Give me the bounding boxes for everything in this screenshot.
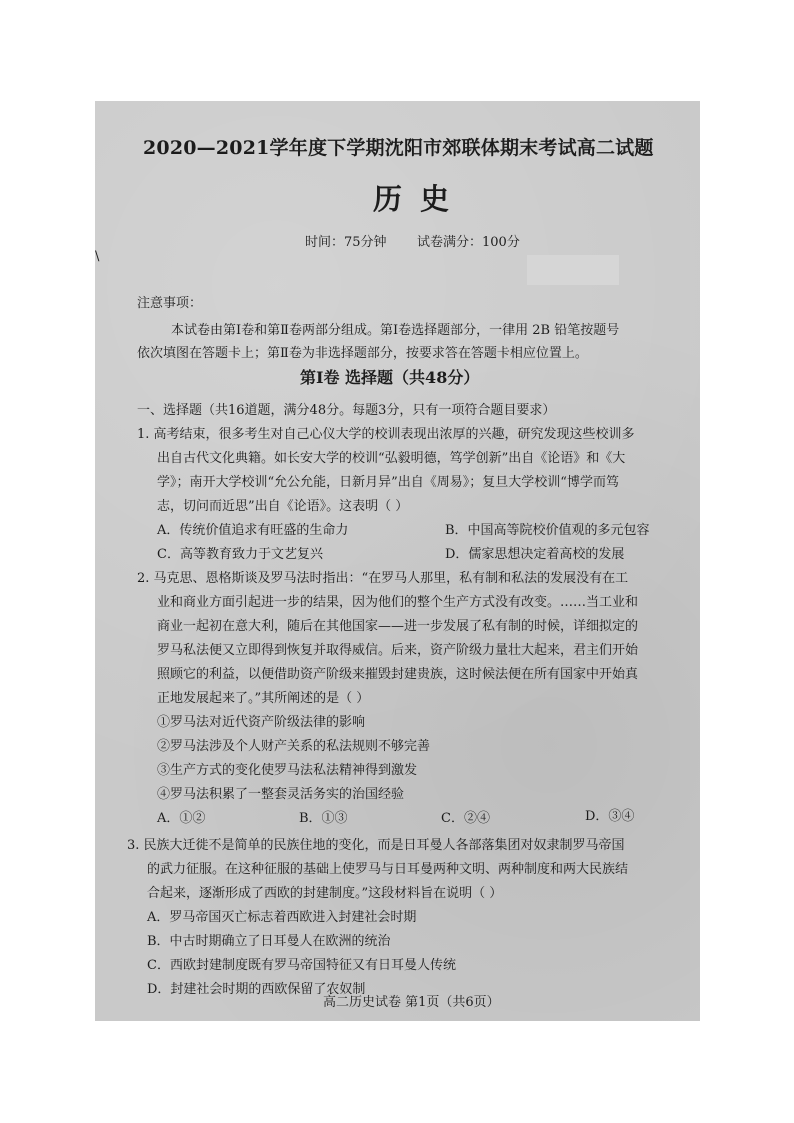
scanned-exam-page [95,101,700,1021]
question-3-line: 3. 民族大迁徙不是简单的民族住地的变化，而是日耳曼人各部落集团对奴隶制罗马帝国 [127,838,625,853]
question-2-option-c: C．②④ [441,811,490,826]
question-2-item: ③生产方式的变化使罗马法私法精神得到激发 [157,763,418,778]
question-1-option-c: C．高等教育致力于文艺复兴 [157,547,323,562]
question-3-option-c: C．西欧封建制度既有罗马帝国特征又有日耳曼人传统 [147,958,456,973]
question-2-line: 照顾它的利益，以便借助资产阶级来摧毁封建贵族，这时候法便在所有国家中开始真 [157,667,639,682]
exam-title: 2020—2021学年度下学期沈阳市郊联体期末考试高二试题 [143,137,654,159]
question-3-line: 的武力征服。在这种征服的基础上使罗马与日耳曼两种文明、两种制度和两大民族结 [147,862,629,877]
question-1-option-d: D．儒家思想决定着高校的发展 [445,547,625,562]
notice-line: 本试卷由第Ⅰ卷和第Ⅱ卷两部分组成。第Ⅰ卷选择题部分，一律用 2B 铅笔按题号 [171,323,620,338]
question-2-option-b: B．①③ [299,811,348,826]
question-2-line: 正地发展起来了。”其所阐述的是（ ） [157,691,370,706]
question-2-item: ①罗马法对近代资产阶级法律的影响 [157,715,366,730]
question-1-line: 志，切问而近思”出自《论语》。这表明（ ） [157,499,409,514]
notice-heading: 注意事项： [137,296,203,311]
question-2-option-d: D．③④ [585,809,635,824]
question-2-line: 业和商业方面引起进一步的结果，因为他们的整个生产方式没有改变。……当工业和 [157,595,639,610]
page-footer: 高二历史试卷 第1页（共6页） [323,995,500,1010]
question-2-option-a: A．①② [157,811,206,826]
question-2-line: 罗马私法便又立即得到恢复并取得威信。后来，资产阶级力量壮大起来，君主们开始 [157,643,639,658]
question-2-line: 商业一起初在意大利，随后在其他国家——进一步发展了私有制的时候，详细拟定的 [157,619,639,634]
question-1-line: 学》；南开大学校训“允公允能，日新月异”出自《周易》；复旦大学校训“博学而笃 [157,475,619,490]
question-1-option-a: A．传统价值追求有旺盛的生命力 [157,523,349,538]
subject-title: 历史 [373,182,468,216]
question-1-option-b: B．中国高等院校价值观的多元包容 [445,523,650,538]
part-heading: 一、选择题（共16道题，满分48分。每题3分，只有一项符合题目要求） [137,403,556,418]
question-3-line: 合起来，逐渐形成了西欧的封建制度。”这段材料旨在说明（ ） [147,886,503,901]
question-2-item: ④罗马法积累了一整套灵活务实的治国经验 [157,787,405,802]
question-1-line: 1. 高考结束，很多考生对自己心仪大学的校训表现出浓厚的兴趣，研究发现这些校训多 [137,427,635,442]
question-3-option-a: A．罗马帝国灭亡标志着西欧进入封建社会时期 [147,910,417,925]
question-3-option-d: D．封建社会时期的西欧保留了农奴制 [147,982,366,997]
question-2-item: ②罗马法涉及个人财产关系的私法规则不够完善 [157,739,431,754]
question-1-line: 出自古代文化典籍。如长安大学的校训“弘毅明德，笃学创新”出自《论语》和《大 [157,451,626,466]
question-3-option-b: B．中古时期确立了日耳曼人在欧洲的统治 [147,934,391,949]
exam-full-score: 试卷满分：100分 [417,235,520,250]
section-title: 第Ⅰ卷 选择题（共48分） [300,368,480,387]
notice-line: 依次填图在答题卡上；第Ⅱ卷为非选择题部分，按要求答在答题卡相应位置上。 [137,346,588,361]
question-2-line: 2. 马克思、恩格斯谈及罗马法时指出：“在罗马人那里，私有制和私法的发展没有在工 [137,571,629,586]
margin-mark: \ [95,249,100,264]
blank-area [527,255,619,285]
exam-time: 时间：75分钟 [305,235,387,250]
